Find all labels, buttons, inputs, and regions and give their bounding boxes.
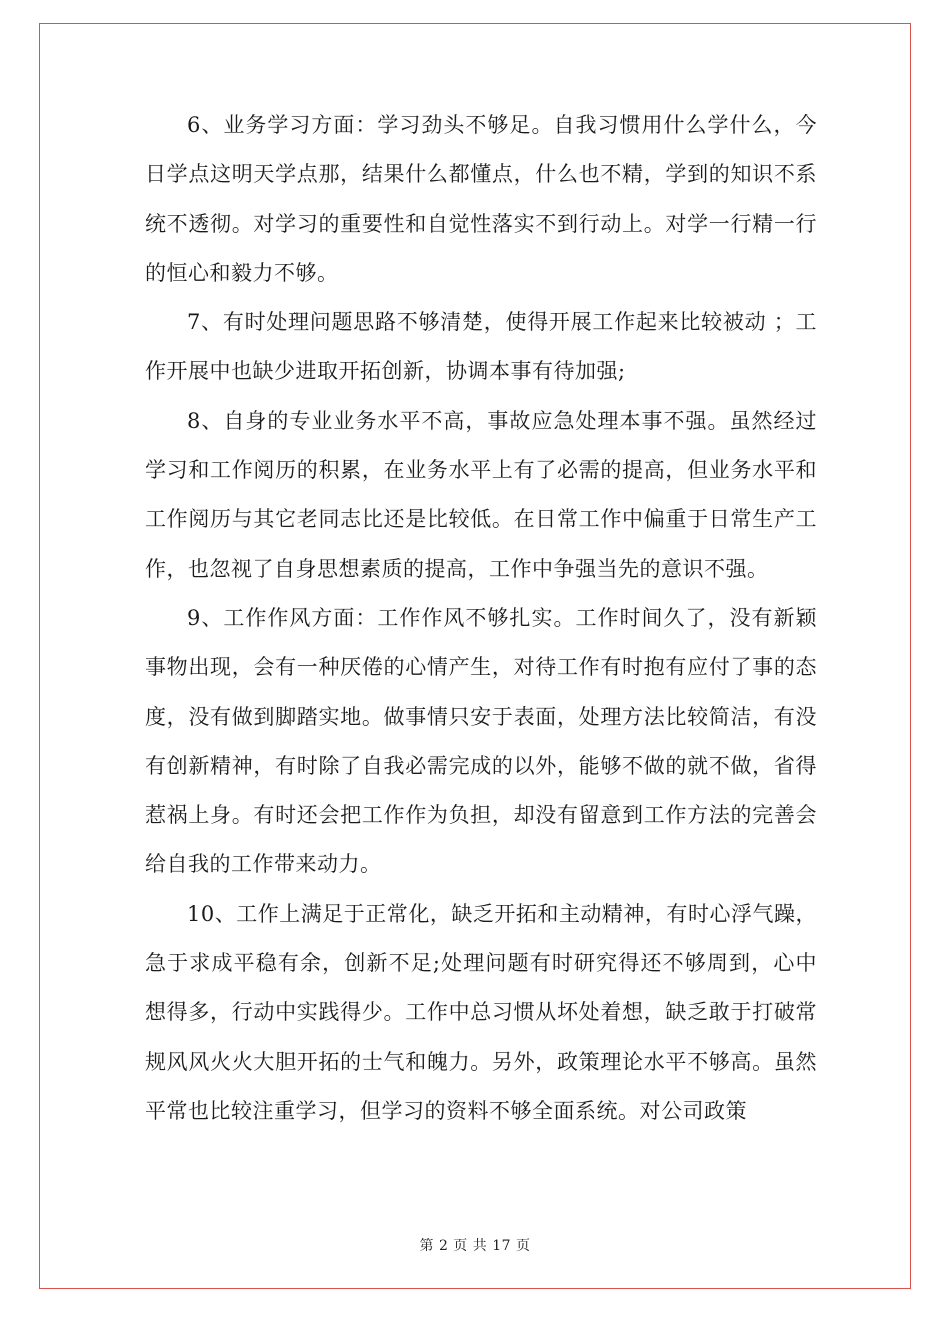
paragraph-9: 9、工作作风方面：工作作风不够扎实。工作时间久了，没有新颖事物出现，会有一种厌倦的心情产生，对待工作有时抱有应付了事的态度，没有做到脚踏实地。做事情只安于表面，处理方法比较简洁，有没有创新精神，有时除了自我必需完成的以外，能够不做的就不做，省得惹祸上身。有时还会把工作作为负担，却没有留意到工作方法的完善会给自我的工作带来动力。 <box>145 605 817 877</box>
paragraph-6: 6、业务学习方面：学习劲头不够足。自我习惯用什么学什么，今日学点这明天学点那，结果什么都懂点，什么也不精，学到的知识不系统不透彻。对学习的重要性和自觉性落实不到行动上。对学一行精一行的恒心和毅力不够。 <box>145 113 817 285</box>
paragraph-8: 8、自身的专业业务水平不高，事故应急处理本事不强。虽然经过学习和工作阅历的积累，在业务水平上有了必需的提高，但业务水平和工作阅历与其它老同志比还是比较低。在日常工作中偏重于日常生产工作，也忽视了自身思想素质的提高，工作中争强当先的意识不强。 <box>145 408 817 581</box>
document-body <box>145 101 817 1136</box>
paragraph-7: 7、有时处理问题思路不够清楚，使得开展工作起来比较被动 ；工作开展中也缺少进取开拓创新，协调本事有待加强; <box>145 310 817 384</box>
paragraph-10: 10、工作上满足于正常化，缺乏开拓和主动精神，有时心浮气躁，急于求成平稳有余，创新不足;处理问题有时研究得还不够周到，心中想得多，行动中实践得少。工作中总习惯从坏处着想，缺乏敢于打破常规风风火火大胆开拓的士气和魄力。另外，政策理论水平不够高。虽然平常也比较注重学习，但学习的资料不够全面系统。对公司政策 <box>145 901 817 1123</box>
page-number-footer: 第 2 页 共 17 页 <box>419 1238 531 1254</box>
